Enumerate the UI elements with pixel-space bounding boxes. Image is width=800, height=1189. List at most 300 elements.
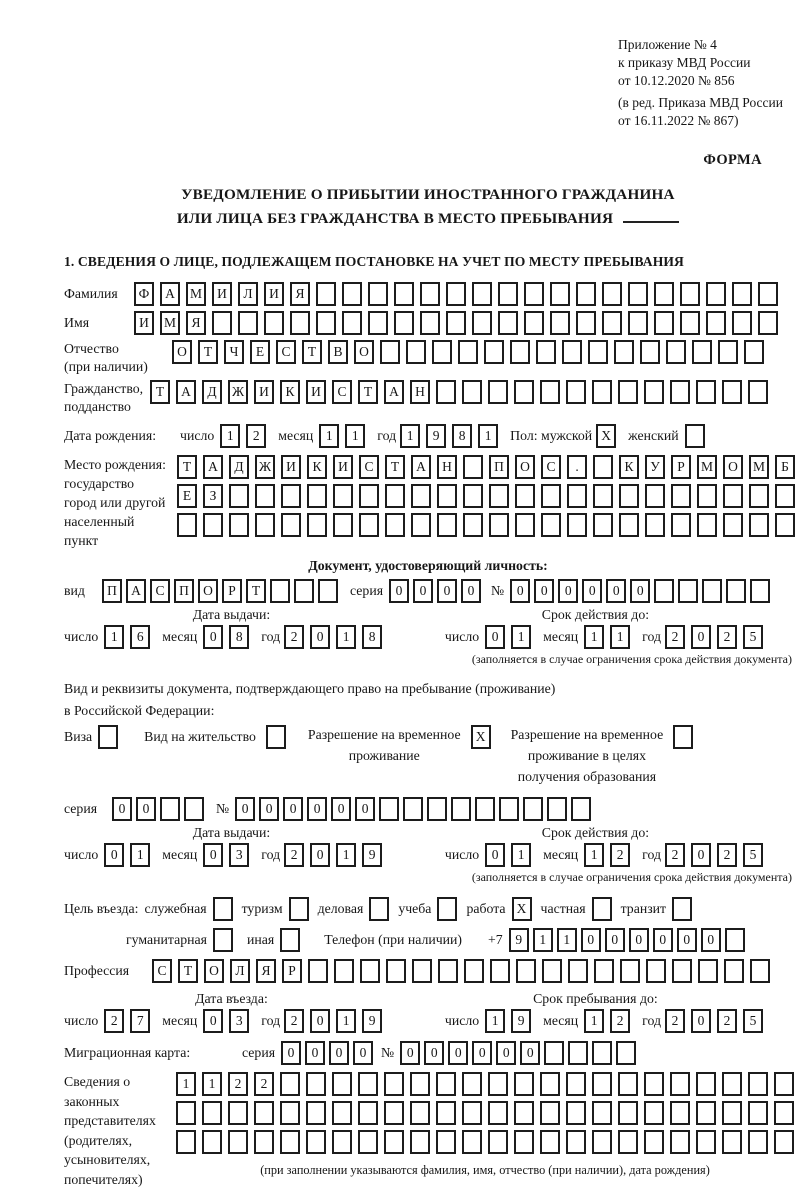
char-cell[interactable]: [238, 311, 258, 335]
char-cell[interactable]: И: [306, 380, 326, 404]
char-cell[interactable]: Ж: [228, 380, 248, 404]
char-cell[interactable]: [541, 513, 561, 537]
char-cell[interactable]: [202, 1130, 222, 1154]
residence-issue-year-cells[interactable]: [284, 843, 382, 867]
char-cell[interactable]: [540, 1130, 560, 1154]
char-cell[interactable]: 0: [136, 797, 156, 821]
char-cell[interactable]: [290, 311, 310, 335]
char-cell[interactable]: К: [307, 455, 327, 479]
char-cell[interactable]: [515, 513, 535, 537]
char-cell[interactable]: 1: [220, 424, 240, 448]
char-cell[interactable]: О: [354, 340, 374, 364]
char-cell[interactable]: 2: [246, 424, 266, 448]
char-cell[interactable]: 0: [581, 928, 601, 952]
char-cell[interactable]: [571, 797, 591, 821]
char-cell[interactable]: [385, 513, 405, 537]
char-cell[interactable]: [436, 380, 456, 404]
patronymic-cells[interactable]: [172, 340, 764, 364]
char-cell[interactable]: [592, 1101, 612, 1125]
char-cell[interactable]: [748, 1072, 768, 1096]
char-cell[interactable]: 0: [520, 1041, 540, 1065]
char-cell[interactable]: [488, 1101, 508, 1125]
char-cell[interactable]: Т: [358, 380, 378, 404]
phone-cells[interactable]: [509, 928, 745, 952]
char-cell[interactable]: [616, 1041, 636, 1065]
char-cell[interactable]: [307, 484, 327, 508]
char-cell[interactable]: [342, 282, 362, 306]
char-cell[interactable]: X: [471, 725, 491, 749]
char-cell[interactable]: [463, 484, 483, 508]
char-cell[interactable]: С: [150, 579, 170, 603]
char-cell[interactable]: Ч: [224, 340, 244, 364]
char-cell[interactable]: 1: [584, 625, 604, 649]
char-cell[interactable]: [446, 282, 466, 306]
char-cell[interactable]: [176, 1130, 196, 1154]
char-cell[interactable]: Д: [229, 455, 249, 479]
char-cell[interactable]: 9: [362, 1009, 382, 1033]
residence-expiry-day-cells[interactable]: [485, 843, 531, 867]
char-cell[interactable]: Р: [671, 455, 691, 479]
char-cell[interactable]: [228, 1130, 248, 1154]
char-cell[interactable]: [568, 959, 588, 983]
char-cell[interactable]: [228, 1101, 248, 1125]
char-cell[interactable]: [697, 484, 717, 508]
char-cell[interactable]: [255, 513, 275, 537]
char-cell[interactable]: [672, 897, 692, 921]
char-cell[interactable]: Н: [437, 455, 457, 479]
char-cell[interactable]: 0: [558, 579, 578, 603]
char-cell[interactable]: 2: [284, 1009, 304, 1033]
char-cell[interactable]: X: [596, 424, 616, 448]
char-cell[interactable]: [498, 282, 518, 306]
char-cell[interactable]: [670, 1101, 690, 1125]
char-cell[interactable]: X: [512, 897, 532, 921]
purpose-official-checkbox[interactable]: [213, 897, 233, 921]
char-cell[interactable]: 0: [259, 797, 279, 821]
char-cell[interactable]: [464, 959, 484, 983]
char-cell[interactable]: [332, 1072, 352, 1096]
char-cell[interactable]: 5: [743, 1009, 763, 1033]
char-cell[interactable]: 0: [629, 928, 649, 952]
char-cell[interactable]: [368, 282, 388, 306]
char-cell[interactable]: [670, 1072, 690, 1096]
char-cell[interactable]: [437, 513, 457, 537]
char-cell[interactable]: 3: [229, 1009, 249, 1033]
char-cell[interactable]: [281, 484, 301, 508]
char-cell[interactable]: [592, 1041, 612, 1065]
char-cell[interactable]: [294, 579, 314, 603]
char-cell[interactable]: [722, 1072, 742, 1096]
char-cell[interactable]: [696, 380, 716, 404]
char-cell[interactable]: 0: [461, 579, 481, 603]
edu-residence-checkbox[interactable]: [673, 725, 693, 749]
char-cell[interactable]: [360, 959, 380, 983]
char-cell[interactable]: [514, 380, 534, 404]
char-cell[interactable]: 0: [701, 928, 721, 952]
residence-issue-day-cells[interactable]: [104, 843, 150, 867]
char-cell[interactable]: [593, 513, 613, 537]
char-cell[interactable]: [618, 380, 638, 404]
char-cell[interactable]: 3: [229, 843, 249, 867]
char-cell[interactable]: 0: [437, 579, 457, 603]
char-cell[interactable]: [281, 513, 301, 537]
char-cell[interactable]: [489, 484, 509, 508]
char-cell[interactable]: 8: [362, 625, 382, 649]
char-cell[interactable]: [749, 513, 769, 537]
purpose-study-checkbox[interactable]: [437, 897, 457, 921]
char-cell[interactable]: С: [332, 380, 352, 404]
char-cell[interactable]: А: [203, 455, 223, 479]
char-cell[interactable]: [541, 484, 561, 508]
char-cell[interactable]: [618, 1101, 638, 1125]
char-cell[interactable]: [488, 1130, 508, 1154]
char-cell[interactable]: [385, 484, 405, 508]
char-cell[interactable]: [654, 282, 674, 306]
char-cell[interactable]: [749, 484, 769, 508]
char-cell[interactable]: [498, 311, 518, 335]
char-cell[interactable]: 0: [331, 797, 351, 821]
char-cell[interactable]: [722, 1101, 742, 1125]
char-cell[interactable]: [698, 959, 718, 983]
char-cell[interactable]: [463, 513, 483, 537]
char-cell[interactable]: 0: [235, 797, 255, 821]
char-cell[interactable]: 0: [353, 1041, 373, 1065]
char-cell[interactable]: [484, 340, 504, 364]
char-cell[interactable]: [654, 311, 674, 335]
char-cell[interactable]: [568, 1041, 588, 1065]
doc-issue-year-cells[interactable]: [284, 625, 382, 649]
char-cell[interactable]: Т: [246, 579, 266, 603]
char-cell[interactable]: [458, 340, 478, 364]
char-cell[interactable]: [358, 1101, 378, 1125]
char-cell[interactable]: М: [697, 455, 717, 479]
purpose-humanitarian-checkbox[interactable]: [213, 928, 233, 952]
char-cell[interactable]: [750, 579, 770, 603]
char-cell[interactable]: 0: [510, 579, 530, 603]
char-cell[interactable]: [213, 897, 233, 921]
doc-number-cells[interactable]: [510, 579, 770, 603]
char-cell[interactable]: [732, 282, 752, 306]
char-cell[interactable]: 1: [104, 625, 124, 649]
char-cell[interactable]: [386, 959, 406, 983]
char-cell[interactable]: [379, 797, 399, 821]
char-cell[interactable]: К: [619, 455, 639, 479]
char-cell[interactable]: 0: [203, 625, 223, 649]
char-cell[interactable]: [306, 1101, 326, 1125]
given-name-cells[interactable]: [134, 311, 778, 335]
char-cell[interactable]: [724, 959, 744, 983]
char-cell[interactable]: 0: [112, 797, 132, 821]
char-cell[interactable]: [202, 1101, 222, 1125]
char-cell[interactable]: О: [515, 455, 535, 479]
char-cell[interactable]: [618, 1130, 638, 1154]
char-cell[interactable]: [280, 1072, 300, 1096]
char-cell[interactable]: [618, 1072, 638, 1096]
char-cell[interactable]: [696, 1072, 716, 1096]
char-cell[interactable]: 1: [533, 928, 553, 952]
stay-day-cells[interactable]: [485, 1009, 531, 1033]
char-cell[interactable]: О: [172, 340, 192, 364]
char-cell[interactable]: [758, 282, 778, 306]
char-cell[interactable]: [702, 579, 722, 603]
char-cell[interactable]: 0: [448, 1041, 468, 1065]
char-cell[interactable]: [588, 340, 608, 364]
char-cell[interactable]: [542, 959, 562, 983]
char-cell[interactable]: И: [254, 380, 274, 404]
char-cell[interactable]: [488, 1072, 508, 1096]
char-cell[interactable]: [203, 513, 223, 537]
char-cell[interactable]: 1: [478, 424, 498, 448]
char-cell[interactable]: [592, 1072, 612, 1096]
char-cell[interactable]: П: [102, 579, 122, 603]
char-cell[interactable]: А: [126, 579, 146, 603]
char-cell[interactable]: С: [359, 455, 379, 479]
char-cell[interactable]: [489, 513, 509, 537]
residence-series-cells[interactable]: [112, 797, 204, 821]
birth-day-cells[interactable]: [220, 424, 266, 448]
char-cell[interactable]: [316, 311, 336, 335]
char-cell[interactable]: Т: [302, 340, 322, 364]
char-cell[interactable]: [680, 282, 700, 306]
char-cell[interactable]: [673, 725, 693, 749]
char-cell[interactable]: [420, 282, 440, 306]
char-cell[interactable]: [438, 959, 458, 983]
char-cell[interactable]: [446, 311, 466, 335]
residence-number-cells[interactable]: [235, 797, 591, 821]
char-cell[interactable]: 1: [485, 1009, 505, 1033]
char-cell[interactable]: [550, 282, 570, 306]
char-cell[interactable]: 2: [717, 625, 737, 649]
char-cell[interactable]: [410, 1072, 430, 1096]
char-cell[interactable]: [744, 340, 764, 364]
char-cell[interactable]: [316, 282, 336, 306]
doc-expiry-year-cells[interactable]: [665, 625, 763, 649]
char-cell[interactable]: [670, 380, 690, 404]
char-cell[interactable]: [722, 380, 742, 404]
char-cell[interactable]: 0: [424, 1041, 444, 1065]
char-cell[interactable]: [266, 725, 286, 749]
char-cell[interactable]: [403, 797, 423, 821]
char-cell[interactable]: Т: [177, 455, 197, 479]
char-cell[interactable]: [619, 513, 639, 537]
birth-year-cells[interactable]: [400, 424, 498, 448]
char-cell[interactable]: [514, 1072, 534, 1096]
purpose-tourism-checkbox[interactable]: [289, 897, 309, 921]
purpose-work-checkbox[interactable]: [512, 897, 532, 921]
purpose-transit-checkbox[interactable]: [672, 897, 692, 921]
char-cell[interactable]: [510, 340, 530, 364]
char-cell[interactable]: 2: [665, 843, 685, 867]
char-cell[interactable]: 0: [400, 1041, 420, 1065]
char-cell[interactable]: 2: [228, 1072, 248, 1096]
residence-permit-checkbox[interactable]: [266, 725, 286, 749]
char-cell[interactable]: 8: [452, 424, 472, 448]
char-cell[interactable]: [270, 579, 290, 603]
char-cell[interactable]: [412, 959, 432, 983]
char-cell[interactable]: 1: [511, 625, 531, 649]
char-cell[interactable]: 0: [534, 579, 554, 603]
char-cell[interactable]: [98, 725, 118, 749]
char-cell[interactable]: Е: [250, 340, 270, 364]
char-cell[interactable]: С: [152, 959, 172, 983]
char-cell[interactable]: 2: [717, 1009, 737, 1033]
char-cell[interactable]: [566, 1101, 586, 1125]
char-cell[interactable]: [697, 513, 717, 537]
sex-female-checkbox[interactable]: [685, 424, 705, 448]
char-cell[interactable]: М: [160, 311, 180, 335]
char-cell[interactable]: [602, 282, 622, 306]
char-cell[interactable]: И: [281, 455, 301, 479]
doc-series-cells[interactable]: [389, 579, 481, 603]
char-cell[interactable]: [726, 579, 746, 603]
char-cell[interactable]: 1: [336, 625, 356, 649]
char-cell[interactable]: [333, 484, 353, 508]
char-cell[interactable]: [342, 311, 362, 335]
char-cell[interactable]: [685, 424, 705, 448]
char-cell[interactable]: [775, 484, 795, 508]
char-cell[interactable]: 1: [584, 1009, 604, 1033]
char-cell[interactable]: [333, 513, 353, 537]
char-cell[interactable]: 2: [610, 843, 630, 867]
char-cell[interactable]: [718, 340, 738, 364]
char-cell[interactable]: [748, 1101, 768, 1125]
char-cell[interactable]: [394, 311, 414, 335]
char-cell[interactable]: [177, 513, 197, 537]
birth-place-row1-cells[interactable]: [177, 455, 795, 479]
char-cell[interactable]: 1: [336, 843, 356, 867]
representatives-row1-cells[interactable]: [176, 1072, 794, 1096]
char-cell[interactable]: [566, 1072, 586, 1096]
char-cell[interactable]: А: [384, 380, 404, 404]
char-cell[interactable]: [644, 1101, 664, 1125]
char-cell[interactable]: [706, 311, 726, 335]
char-cell[interactable]: З: [203, 484, 223, 508]
char-cell[interactable]: [748, 380, 768, 404]
char-cell[interactable]: [437, 484, 457, 508]
char-cell[interactable]: [614, 340, 634, 364]
char-cell[interactable]: М: [186, 282, 206, 306]
char-cell[interactable]: [544, 1041, 564, 1065]
residence-issue-month-cells[interactable]: [203, 843, 249, 867]
doc-expiry-day-cells[interactable]: [485, 625, 531, 649]
char-cell[interactable]: У: [645, 455, 665, 479]
char-cell[interactable]: 0: [389, 579, 409, 603]
char-cell[interactable]: 1: [345, 424, 365, 448]
char-cell[interactable]: Е: [177, 484, 197, 508]
char-cell[interactable]: 0: [203, 1009, 223, 1033]
char-cell[interactable]: [463, 455, 483, 479]
char-cell[interactable]: 9: [426, 424, 446, 448]
char-cell[interactable]: [462, 1101, 482, 1125]
char-cell[interactable]: [592, 1130, 612, 1154]
char-cell[interactable]: [499, 797, 519, 821]
char-cell[interactable]: [462, 1130, 482, 1154]
char-cell[interactable]: [514, 1101, 534, 1125]
temp-residence-checkbox[interactable]: [471, 725, 491, 749]
char-cell[interactable]: 0: [203, 843, 223, 867]
char-cell[interactable]: 0: [355, 797, 375, 821]
char-cell[interactable]: [384, 1130, 404, 1154]
char-cell[interactable]: [750, 959, 770, 983]
char-cell[interactable]: 2: [665, 1009, 685, 1033]
char-cell[interactable]: 1: [400, 424, 420, 448]
char-cell[interactable]: [451, 797, 471, 821]
char-cell[interactable]: [671, 484, 691, 508]
char-cell[interactable]: [602, 311, 622, 335]
char-cell[interactable]: [644, 380, 664, 404]
char-cell[interactable]: [406, 340, 426, 364]
representatives-row3-cells[interactable]: [176, 1130, 794, 1154]
char-cell[interactable]: [280, 1101, 300, 1125]
visa-checkbox[interactable]: [98, 725, 118, 749]
char-cell[interactable]: С: [276, 340, 296, 364]
char-cell[interactable]: [475, 797, 495, 821]
char-cell[interactable]: 8: [229, 625, 249, 649]
char-cell[interactable]: 6: [130, 625, 150, 649]
char-cell[interactable]: [725, 928, 745, 952]
char-cell[interactable]: Д: [202, 380, 222, 404]
char-cell[interactable]: [184, 797, 204, 821]
char-cell[interactable]: С: [541, 455, 561, 479]
char-cell[interactable]: А: [411, 455, 431, 479]
char-cell[interactable]: [696, 1101, 716, 1125]
char-cell[interactable]: Ж: [255, 455, 275, 479]
char-cell[interactable]: [384, 1101, 404, 1125]
char-cell[interactable]: 1: [557, 928, 577, 952]
char-cell[interactable]: [524, 282, 544, 306]
char-cell[interactable]: [706, 282, 726, 306]
char-cell[interactable]: Т: [385, 455, 405, 479]
char-cell[interactable]: [540, 380, 560, 404]
char-cell[interactable]: 2: [665, 625, 685, 649]
char-cell[interactable]: Т: [178, 959, 198, 983]
char-cell[interactable]: [594, 959, 614, 983]
char-cell[interactable]: 0: [310, 625, 330, 649]
char-cell[interactable]: 0: [691, 1009, 711, 1033]
char-cell[interactable]: [369, 897, 389, 921]
entry-year-cells[interactable]: [284, 1009, 382, 1033]
char-cell[interactable]: [490, 959, 510, 983]
char-cell[interactable]: [628, 282, 648, 306]
char-cell[interactable]: [774, 1130, 794, 1154]
char-cell[interactable]: [436, 1072, 456, 1096]
char-cell[interactable]: О: [198, 579, 218, 603]
char-cell[interactable]: 2: [104, 1009, 124, 1033]
char-cell[interactable]: [671, 513, 691, 537]
char-cell[interactable]: [748, 1130, 768, 1154]
char-cell[interactable]: [380, 340, 400, 364]
char-cell[interactable]: В: [328, 340, 348, 364]
char-cell[interactable]: 9: [511, 1009, 531, 1033]
char-cell[interactable]: Я: [290, 282, 310, 306]
representatives-row2-cells[interactable]: [176, 1101, 794, 1125]
char-cell[interactable]: [576, 311, 596, 335]
doc-issue-month-cells[interactable]: [203, 625, 249, 649]
char-cell[interactable]: [229, 513, 249, 537]
char-cell[interactable]: [592, 897, 612, 921]
char-cell[interactable]: 1: [202, 1072, 222, 1096]
residence-expiry-year-cells[interactable]: [665, 843, 763, 867]
char-cell[interactable]: 2: [717, 843, 737, 867]
char-cell[interactable]: [427, 797, 447, 821]
char-cell[interactable]: А: [160, 282, 180, 306]
char-cell[interactable]: [359, 484, 379, 508]
char-cell[interactable]: П: [174, 579, 194, 603]
residence-expiry-month-cells[interactable]: [584, 843, 630, 867]
char-cell[interactable]: 9: [509, 928, 529, 952]
char-cell[interactable]: [255, 484, 275, 508]
char-cell[interactable]: 0: [485, 843, 505, 867]
